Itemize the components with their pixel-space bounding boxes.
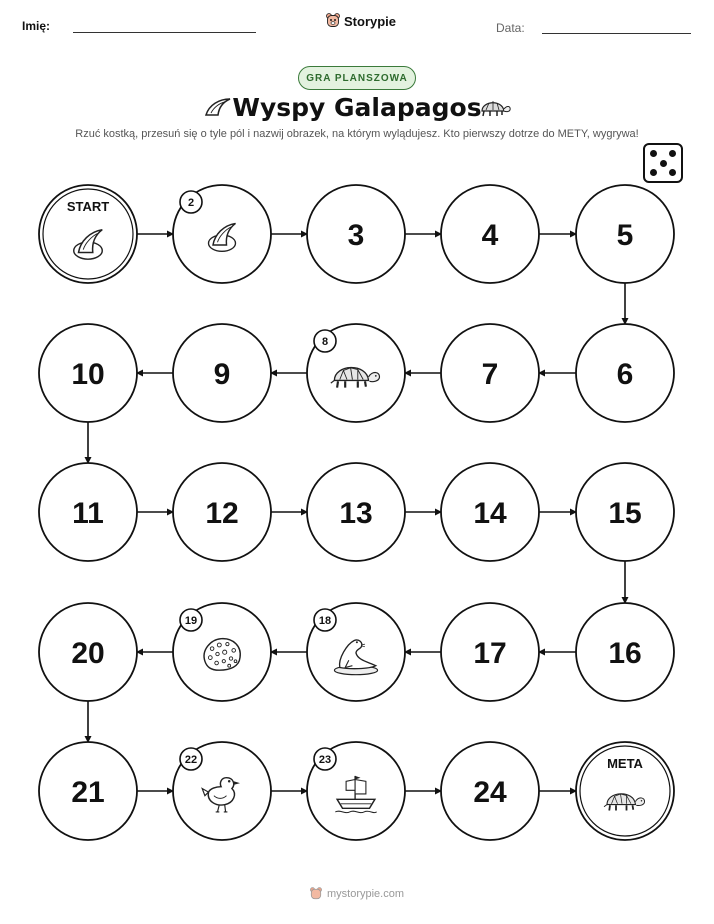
footer xyxy=(0,887,714,901)
board-cell-25 xyxy=(576,742,674,840)
board-cell-1 xyxy=(39,185,137,283)
board-cell-20 xyxy=(39,603,137,701)
board-cell-22 xyxy=(173,742,271,840)
name-label: Imię: xyxy=(22,19,51,33)
board-cell-21 xyxy=(39,742,137,840)
cell-number: 17 xyxy=(473,637,507,670)
board-cell-23 xyxy=(307,742,405,840)
board-cell-6 xyxy=(576,324,674,422)
cell-number: 16 xyxy=(608,637,642,670)
cell-number-badge: 2 xyxy=(187,197,195,209)
board-cell-8 xyxy=(307,324,405,422)
board-cell-2 xyxy=(173,185,271,283)
board-cell-12 xyxy=(173,463,271,561)
board-cell-15 xyxy=(576,463,674,561)
cell-number: 14 xyxy=(473,497,507,530)
cell-number-badge: 8 xyxy=(321,336,329,348)
cell-number: 9 xyxy=(213,358,231,391)
cell-number-badge: 18 xyxy=(318,615,332,627)
cell-number: 11 xyxy=(72,497,104,530)
date-label: Data: xyxy=(496,21,525,35)
board-cell-19 xyxy=(173,603,271,701)
bear-icon xyxy=(310,887,322,901)
cell-number: 5 xyxy=(616,219,634,252)
lava-rock-icon xyxy=(204,639,240,671)
board-cell-4 xyxy=(441,185,539,283)
cell-number: 10 xyxy=(71,358,105,391)
board-cell-7 xyxy=(441,324,539,422)
cell-number-badge: 19 xyxy=(184,615,198,627)
cell-number: 3 xyxy=(347,219,365,252)
page-title: Wyspy Galapagos xyxy=(232,93,482,122)
instructions: Rzuć kostką, przesuń się o tyle pól i nazwij obrazek, na którym wylądujesz. Kto pierwszy dotrze do METY, wygrywa! xyxy=(75,128,639,140)
cell-number-badge: 22 xyxy=(184,754,198,766)
board-cell-5 xyxy=(576,185,674,283)
board-cell-11 xyxy=(39,463,137,561)
cell-number: 24 xyxy=(473,776,507,809)
cell-number: 6 xyxy=(616,358,634,391)
board-cell-9 xyxy=(173,324,271,422)
brand-name: Storypie xyxy=(344,13,397,29)
cell-number: 20 xyxy=(71,637,105,670)
cell-number: 21 xyxy=(71,776,105,809)
cell-number: 12 xyxy=(205,497,239,530)
board-cell-10 xyxy=(39,324,137,422)
category-badge: GRA PLANSZOWA xyxy=(298,66,416,90)
board-cell-24 xyxy=(441,742,539,840)
start-label: START xyxy=(66,199,110,214)
board-cell-14 xyxy=(441,463,539,561)
cell-number-badge: 23 xyxy=(318,754,332,766)
cell-number: 4 xyxy=(481,219,499,252)
finish-label: META xyxy=(607,756,643,771)
board-cell-17 xyxy=(441,603,539,701)
footer-url[interactable]: mystorypie.com xyxy=(326,888,405,900)
board-cell-16 xyxy=(576,603,674,701)
board-cell-18 xyxy=(307,603,405,701)
cell-number: 13 xyxy=(339,497,373,530)
board-cell-3 xyxy=(307,185,405,283)
cell-number: 7 xyxy=(481,358,499,391)
cell-number: 15 xyxy=(608,497,642,530)
board-cell-13 xyxy=(307,463,405,561)
